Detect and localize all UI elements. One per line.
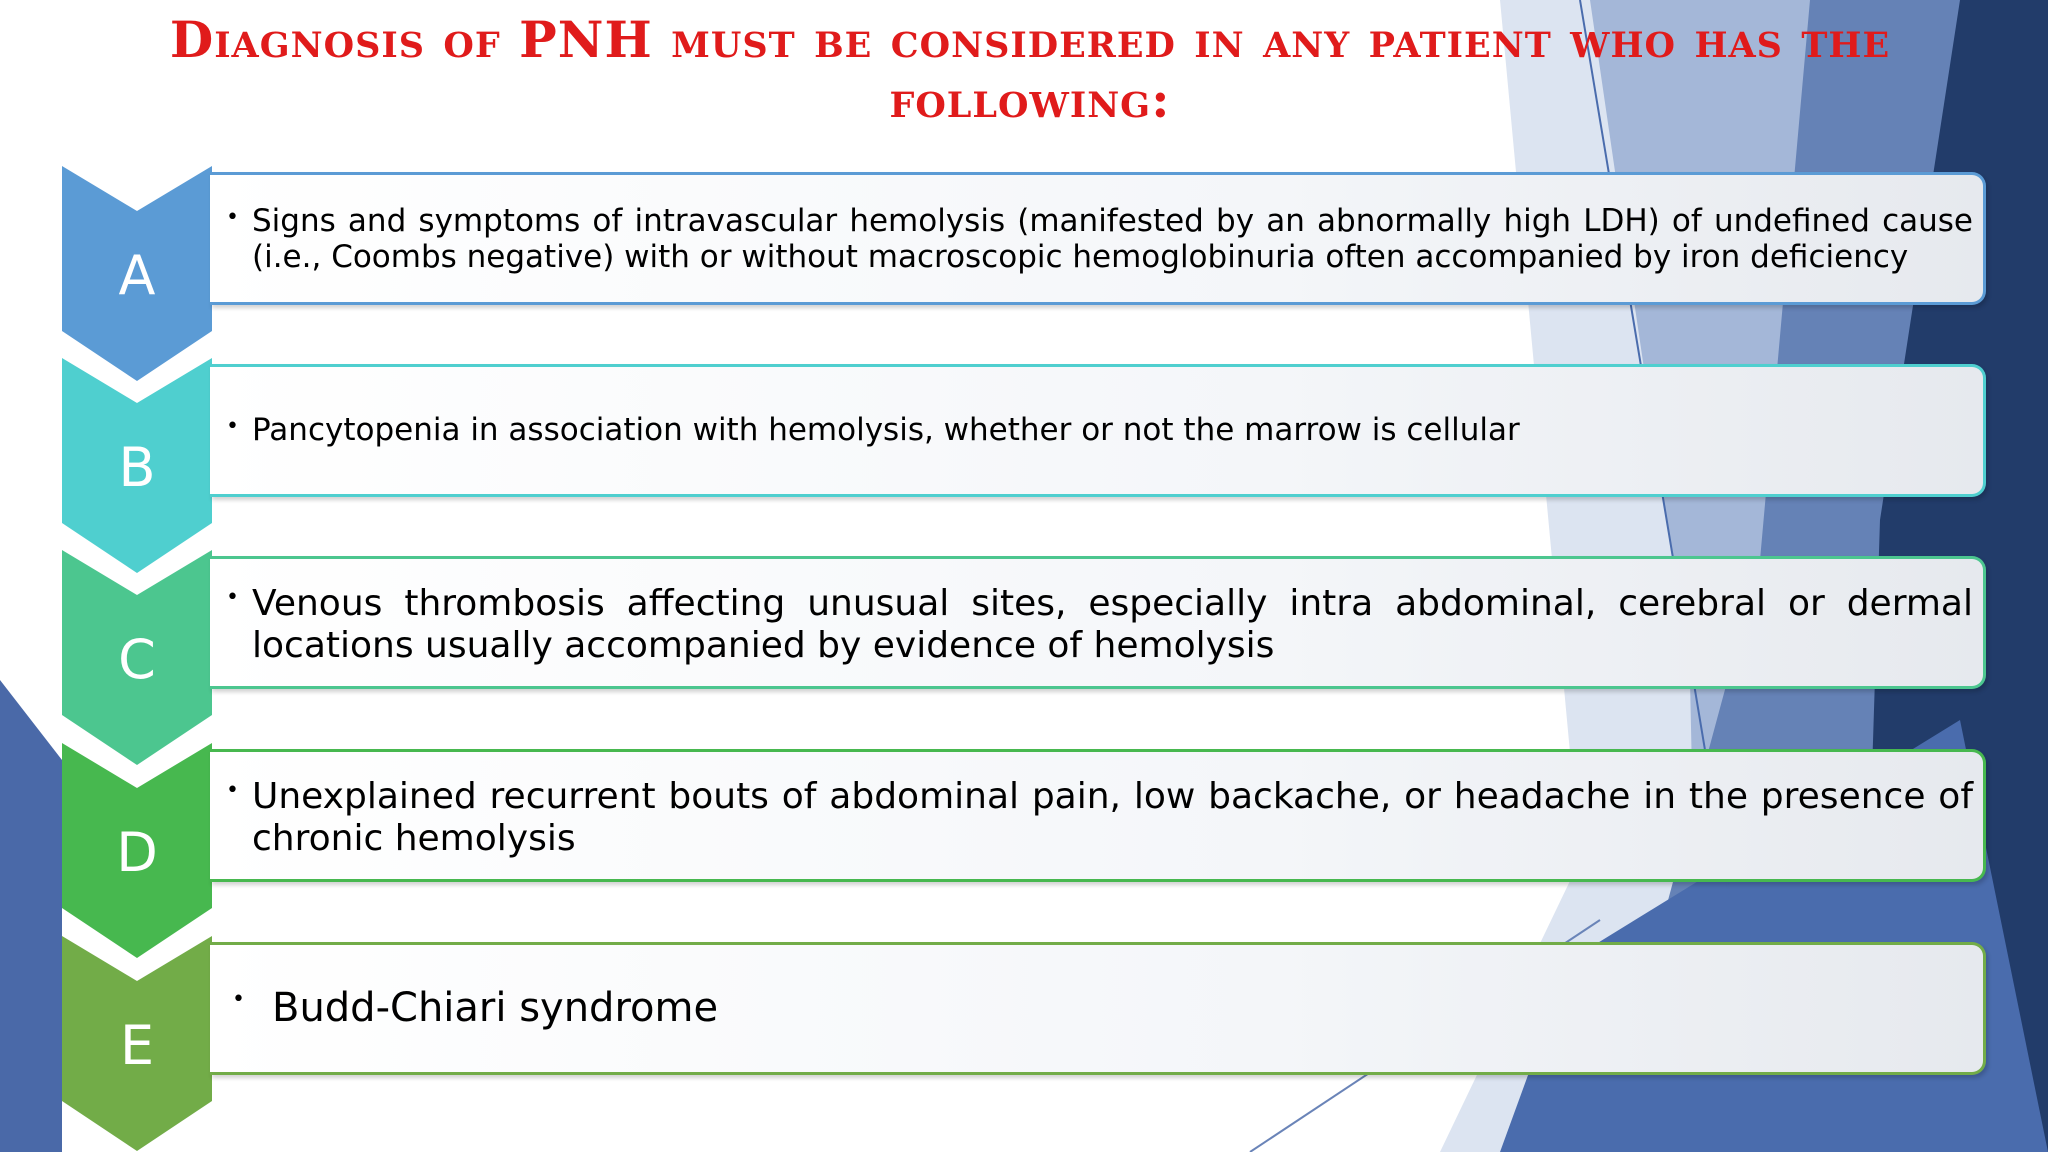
criterion-row-c — [62, 550, 1986, 770]
criterion-letter-b: B — [118, 436, 156, 499]
slide-title: Diagnosis of PNH must be considered in any patient who has the following: — [169, 10, 1891, 129]
criterion-text-c: Venous thrombosis affecting unusual sites, especially intra abdominal, cerebral or dermal locations usually accompanied by evidence of hemolysis — [252, 583, 1973, 666]
bullet-dot-icon: • — [226, 205, 239, 230]
bullet-dot-icon: • — [226, 585, 239, 610]
criterion-row-a — [62, 166, 1986, 386]
criterion-bullet-b — [226, 412, 1973, 448]
criterion-text-b: Pancytopenia in association with hemolysis, whether or not the marrow is cellular — [252, 412, 1520, 448]
bullet-dot-icon: • — [226, 778, 239, 803]
criterion-letter-e: E — [119, 1014, 155, 1077]
criterion-box-d — [210, 749, 1986, 882]
criterion-bullet-c — [226, 583, 1973, 667]
bullet-dot-icon: • — [232, 987, 245, 1012]
criterion-letter-c: C — [118, 628, 156, 691]
criterion-row-b — [62, 358, 1986, 578]
criterion-bullet-d — [226, 776, 1973, 860]
criterion-box-b — [210, 364, 1986, 497]
criterion-box-e — [210, 942, 1986, 1075]
criterion-bullet-a — [226, 203, 1973, 275]
criterion-letter-a: A — [118, 244, 156, 307]
criterion-box-a — [210, 172, 1986, 305]
criterion-text-e: Budd-Chiari syndrome — [272, 985, 719, 1031]
criterion-bullet-e — [232, 985, 1973, 1031]
criterion-text-d: Unexplained recurrent bouts of abdominal pain, low backache, or headache in the presence of chronic hemolysis — [252, 776, 1973, 859]
criterion-box-c — [210, 556, 1986, 689]
criterion-row-d — [62, 743, 1986, 963]
criterion-row-e — [62, 936, 1986, 1156]
criterion-text-a: Signs and symptoms of intravascular hemolysis (manifested by an abnormally high LDH) of undefined cause (i.e., Coombs negative) with or without macroscopic hemoglobinuria often accompanied by iron deficiency — [252, 203, 1973, 275]
criterion-letter-d: D — [116, 821, 158, 884]
bullet-dot-icon: • — [226, 414, 239, 439]
